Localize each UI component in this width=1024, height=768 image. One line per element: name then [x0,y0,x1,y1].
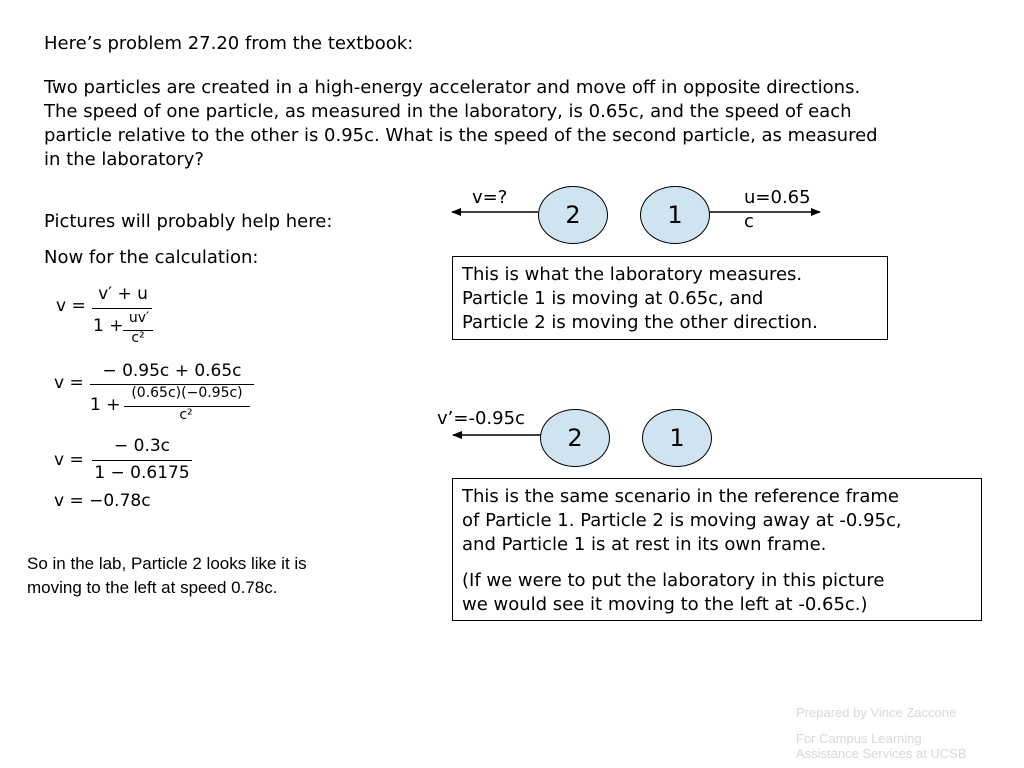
problem-line: Two particles are created in a high-energy accelerator and move off in opposite directions. [44,77,861,98]
eq1-fraction-line [92,308,152,309]
frame-velocity-label: v’=-0.95c [437,408,525,429]
conclusion-line: moving to the left at speed 0.78c. [27,578,278,597]
footer-affiliation: For Campus Learning Assistance Services at UCSB [796,731,967,761]
calculation-label: Now for the calculation: [44,247,259,268]
footer-author: Prepared by Vince Zaccone [796,705,957,720]
equation-4: v = −0.78c [54,491,151,511]
eq3-numerator: − 0.3c [113,436,171,456]
conclusion-text [27,552,387,600]
eq1-den-denominator: c² [131,330,145,346]
eq1-numerator: v′ + u [98,284,148,304]
eq2-lhs: v = [54,373,84,393]
lab-caption-box: This is what the laboratory measures. Particle 1 is moving at 0.65c, and Particle 2 is moving the other direction. [452,256,888,340]
eq2-den-denominator: c² [179,407,193,423]
lab-velocity-u-label: u=0.65 c [744,187,811,232]
lab-particle-2: 2 [538,186,608,244]
lab-particle-1: 1 [640,186,710,244]
pictures-label: Pictures will probably help here: [44,211,333,232]
problem-line: particle relative to the other is 0.95c. What is the speed of the second particle, as measured [44,125,878,146]
eq1-den-numerator: uv′ [128,310,150,326]
intro-text: Here’s problem 27.20 from the textbook: [44,33,414,54]
problem-line: in the laboratory? [44,149,204,170]
lab-velocity-unknown-label: v=? [472,187,508,208]
eq2-den-numerator: (0.65c)(−0.95c) [131,385,243,401]
problem-line: The speed of one particle, as measured in the laboratory, is 0.65c, and the speed of each [44,101,852,122]
frame-caption-box: This is the same scenario in the reference frame of Particle 1. Particle 2 is moving away at -0.95c, and Particle 1 is at rest in its own frame. (If we were to put the laboratory in this picture we would see it moving to the left at -0.65c.) [452,478,982,621]
problem-statement [44,76,994,172]
eq2-numerator: − 0.95c + 0.65c [102,361,242,381]
eq1-lhs: v = [56,296,86,316]
eq3-fraction-line [92,460,192,461]
eq4-rhs: −0.78c [89,491,151,511]
eq3-lhs: v = [54,450,84,470]
frame-particle-1: 1 [642,409,712,467]
conclusion-line: So in the lab, Particle 2 looks like it is [27,554,307,573]
eq4-lhs: v [54,491,65,511]
frame-particle-2: 2 [540,409,610,467]
eq3-denominator: 1 − 0.6175 [94,463,190,483]
eq2-den-lead: 1 + [90,395,121,415]
eq1-den-lead: 1 + [93,316,124,336]
